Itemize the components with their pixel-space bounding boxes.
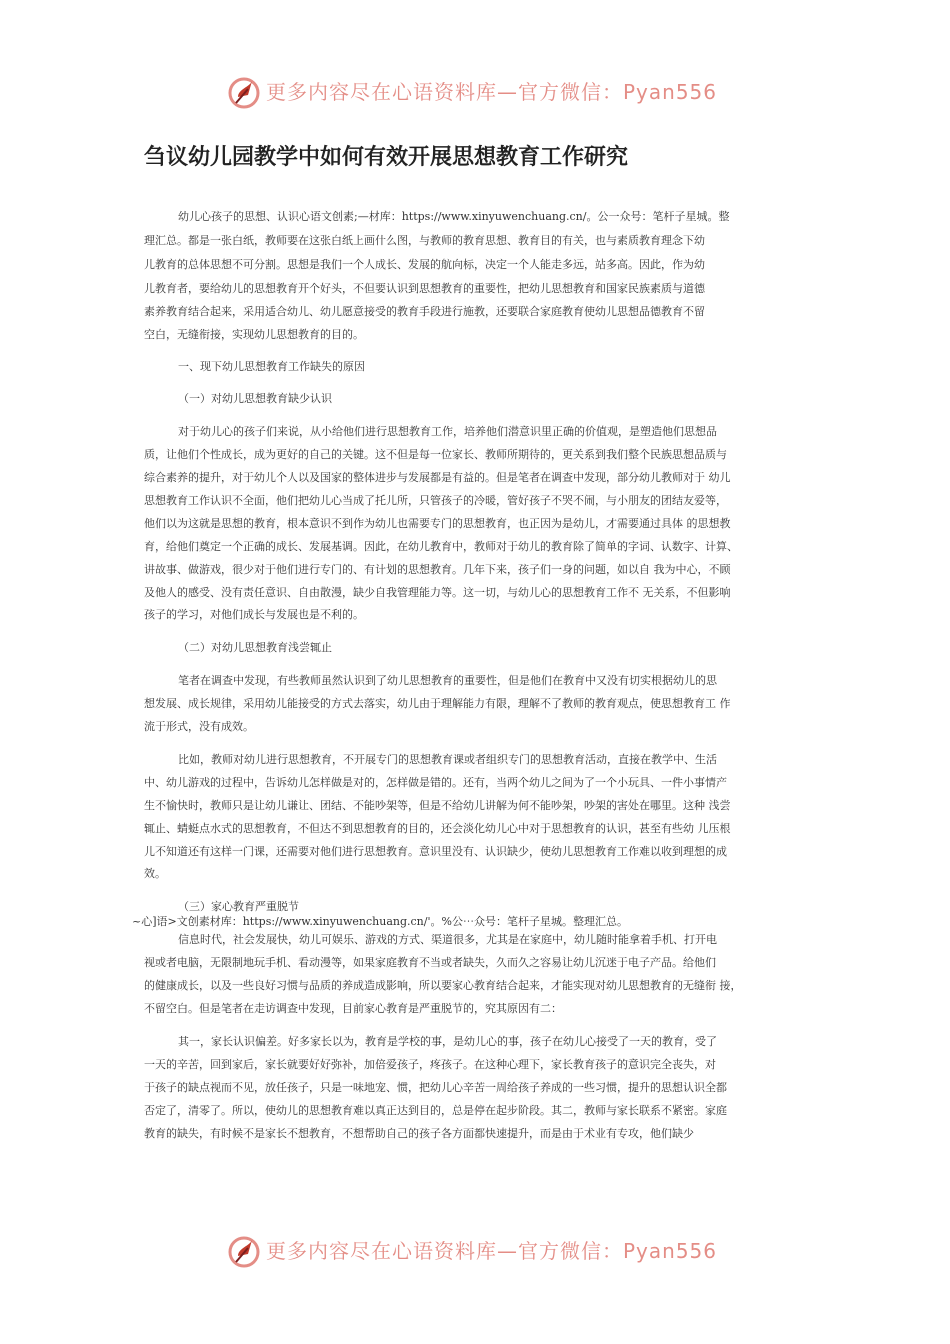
body-line: 信息时代，社会发展快，幼儿可娱乐、游戏的方式、渠道很多，尤其是在家庭中，幼儿随时能拿着手机、打开电 — [178, 933, 717, 946]
subsection-heading: （三）家心教育严重脱节 — [178, 900, 299, 913]
body-line: 比如，教师对幼儿进行思想教育，不开展专门的思想教育课或者组织专门的思想教育活动，直接在教学中、生活 — [178, 753, 717, 766]
body-line: 素养教育结合起来，采用适合幼儿、幼儿愿意接受的教育手段进行施教，还要联合家庭教育使幼儿思想品德教育不留 — [144, 305, 705, 318]
body-line: 及他人的感受、没有责任意识、自由散漫，缺少自我管理能力等。这一切，与幼儿心的思想教育工作不 无关系，不但影响 — [144, 586, 731, 599]
body-line: 效。 — [144, 867, 166, 880]
body-line: 空白，无缝衔接，实现幼儿思想教育的目的。 — [144, 328, 364, 341]
body-line: 中、幼儿游戏的过程中，告诉幼儿怎样做是对的，怎样做是错的。还有，当两个幼儿之间为了一个小玩具、一件小事情产 — [144, 776, 727, 789]
body-line: 思想教育工作认识不全面，他们把幼儿心当成了托儿所，只管孩子的冷暖，管好孩子不哭不闹，与小朋友的团结友爱等， — [144, 494, 727, 507]
body-line: 理汇总。都是一张白纸，教师要在这张白纸上画什么图，与教师的教育思想、教育目的有关，也与素质教育理念下幼 — [144, 234, 705, 247]
body-line: 教育的缺失，有时候不是家长不想教育，不想帮助自己的孩子各方面都快速提升，而是由于术业有专攻，他们缺少 — [144, 1127, 694, 1140]
body-line: 综合素养的提升，对于幼儿个人以及国家的整体进步与发展都是有益的。但是笔者在调查中发现，部分幼儿教师对于 幼儿 — [144, 471, 731, 484]
document-title: 刍议幼儿园教学中如何有效开展思想教育工作研究 — [144, 145, 629, 170]
banner-text: 更多内容尽在心语资料库—官方微信：Pyan556 — [266, 80, 718, 104]
body-line: 对于幼儿心的孩子们来说，从小给他们进行思想教育工作，培养他们潜意识里正确的价值观，是塑造他们思想品 — [178, 425, 717, 438]
body-line: 流于形式，没有成效。 — [144, 720, 254, 733]
body-line: 孩子的学习，对他们成长与发展也是不利的。 — [144, 608, 364, 621]
body-line: 想发展、成长规律，采用幼儿能接受的方式去落实，幼儿由于理解能力有限，理解不了教师的教育观点，使思想教育工 作 — [144, 697, 731, 710]
banner-text: 更多内容尽在心语资料库—官方微信：Pyan556 — [266, 1239, 718, 1263]
body-line: 辄止、蜻蜓点水式的思想教育，不但达不到思想教育的目的，还会淡化幼儿心中对于思想教育的认识，甚至有些幼 儿压根 — [144, 822, 731, 835]
footer-banner — [226, 1232, 746, 1272]
body-line: 的健康成长，以及一些良好习惯与品质的养成造成影响，所以要家心教育结合起来，才能实现对幼儿思想教育的无缝衔 接， — [144, 979, 742, 992]
body-line: 一天的辛苦，回到家后，家长就要好好弥补，加倍爱孩子，疼孩子。在这种心理下，家长教育孩子的意识完全丧失，对 — [144, 1058, 716, 1071]
body-line: 儿教育的总体思想不可分割。思想是我们一个人成长、发展的航向标，决定一个人能走多远，站多高。因此，作为幼 — [144, 258, 705, 271]
body-line: 视或者电脑，无限制地玩手机、看动漫等，如果家庭教育不当或者缺失，久而久之容易让幼儿沉迷于电子产品。给他们 — [144, 956, 716, 969]
body-line: 生不愉快时，教师只是让幼儿谦让、团结、不能吵架等，但是不给幼儿讲解为何不能吵架，吵架的害处在哪里。这种 浅尝 — [144, 799, 731, 812]
quill-heart-logo-icon — [226, 1234, 262, 1270]
body-line: 幼儿心孩子的思想、认识心语文创素;—材库：https://www.xinyuwenchuang.cn/。公一众号：笔杆子星城。整 — [178, 210, 730, 223]
body-line: 质，让他们个性成长，成为更好的自己的关键。这不但是每一位家长、教师所期待的，更关系到我们整个民族思想品质与 — [144, 448, 727, 461]
body-line: 其一，家长认识偏差。好多家长以为，教育是学校的事，是幼儿心的事，孩子在幼儿心接受了一天的教育，受了 — [178, 1035, 717, 1048]
body-line: 儿教育者，要给幼儿的思想教育开个好头，不但要认识到思想教育的重要性，把幼儿思想教育和国家民族素质与道德 — [144, 282, 705, 295]
body-line: 否定了，清零了。所以，使幼儿的思想教育难以真正达到目的，总是停在起步阶段。其二，教师与家长联系不紧密。家庭 — [144, 1104, 727, 1117]
body-line: 儿不知道还有这样一门课，还需要对他们进行思想教育。意识里没有、认识缺少，使幼儿思想教育工作难以收到理想的成 — [144, 845, 727, 858]
subsection-heading: （一）对幼儿思想教育缺少认识 — [178, 392, 332, 405]
body-line: 不留空白。但是笔者在走访调查中发现，目前家心教育是严重脱节的，究其原因有二： — [144, 1002, 562, 1015]
watermark-line: ~心]语>文创素材库：https://www.xinyuwenchuang.cn/'。%公⋯众号：笔杆子星城。整理汇总。 — [132, 915, 628, 928]
body-line: 育，给他们奠定一个正确的成长、发展基调。因此，在幼儿教育中，教师对于幼儿的教育除了简单的字词、认数字、计算、 — [144, 540, 738, 553]
subsection-heading: （二）对幼儿思想教育浅尝辄止 — [178, 641, 332, 654]
section-heading: 一、现下幼儿思想教育工作缺失的原因 — [178, 360, 365, 373]
body-line: 他们以为这就是思想的教育，根本意识不到作为幼儿也需要专门的思想教育，也正因为是幼儿，才需要通过具体 的思想教 — [144, 517, 731, 530]
body-line: 讲故事、做游戏，很少对于他们进行专门的、有计划的思想教育。几年下来，孩子们一身的问题，如以自 我为中心，不顾 — [144, 563, 731, 576]
body-line: 笔者在调查中发现，有些教师虽然认识到了幼儿思想教育的重要性，但是他们在教育中又没有切实根据幼儿的思 — [178, 674, 717, 687]
body-line: 于孩子的缺点视而不见，放任孩子，只是一味地宠、惯，把幼儿心辛苦一周给孩子养成的一些习惯，提升的思想认识全都 — [144, 1081, 727, 1094]
